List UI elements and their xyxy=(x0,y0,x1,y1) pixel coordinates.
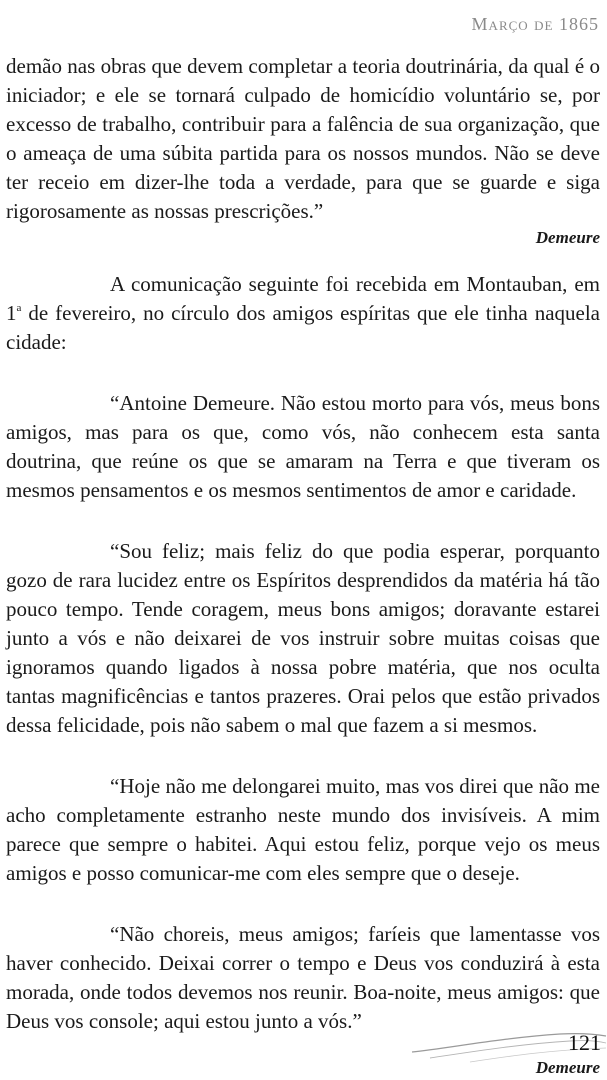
paragraph-continuation: demão nas obras que devem completar a teoria doutrinária, da qual é o iniciador; e ele se tornará culpado de homicídio voluntário se, por excesso de trabalho, contribuir para a falência de sua organização, que o ameaça de uma súbita partida para os nossos mundos. Não se deve ter receio em dizer-lhe toda a verdade, para que se guarde e siga rigorosamente as nossas prescrições.” xyxy=(6,54,600,223)
page-body xyxy=(6,52,600,1080)
paragraph-message-2: “Sou feliz; mais feliz do que podia esperar, porquanto gozo de rara lucidez entre os Espíritos desprendidos da matéria há tão pouco tempo. Tende coragem, meus bons amigos; doravante estarei junto a vós e não deixarei de vos instruir sobre muitas coisas que ignoramos quando ligados à nossa pobre matéria, que nos oculta tantas magnificências e tantos prazeres. Orai pelos que estão privados dessa felicidade, pois não sabem o mal que fazem a si mesmos. xyxy=(6,539,600,737)
signature-demeure-2: Demeure xyxy=(535,1058,600,1077)
paragraph-message-1: “Antoine Demeure. Não estou morto para vós, meus bons amigos, mas para os que, como vós, não conhecem esta santa doutrina, que reúne os que se amaram na Terra e que tiveram os mesmos pensamentos e os mesmos sentimentos de amor e caridade. xyxy=(6,391,600,502)
spacer xyxy=(6,888,600,920)
paragraph-message-4: “Não choreis, meus amigos; faríeis que lamentasse vos haver conhecido. Deixai correr o tempo e Deus vos conduzirá à esta morada, onde todos devemos nos reunir. Boa-noite, meus amigos: que Deus vos console; aqui estou junto a vós.” xyxy=(6,922,600,1033)
page-footer xyxy=(410,1008,607,1064)
intro-text-before: A comunicação seguinte foi recebida em Montauban, em 1 xyxy=(6,272,600,325)
paragraph-message-3: “Hoje não me delongarei muito, mas vos direi que não me acho completamente estranho neste mundo dos invisíveis. A mim parece que sempre o habitei. Aqui estou feliz, porque vejo os meus amigos e posso comunicar-me com eles sempre que o deseje. xyxy=(6,774,600,885)
spacer xyxy=(6,505,600,537)
spacer xyxy=(6,357,600,389)
intro-text-after: de fevereiro, no círculo dos amigos espíritas que ele tinha naquela cidade: xyxy=(6,301,600,354)
signature-demeure-1: Demeure xyxy=(535,228,600,247)
running-header: Março de 1865 xyxy=(471,14,599,34)
paragraph-introduction xyxy=(6,270,600,357)
ordinal-indicator: a xyxy=(16,302,22,314)
page-number: 121 xyxy=(568,1030,601,1055)
spacer xyxy=(6,250,600,270)
spacer xyxy=(6,740,600,772)
